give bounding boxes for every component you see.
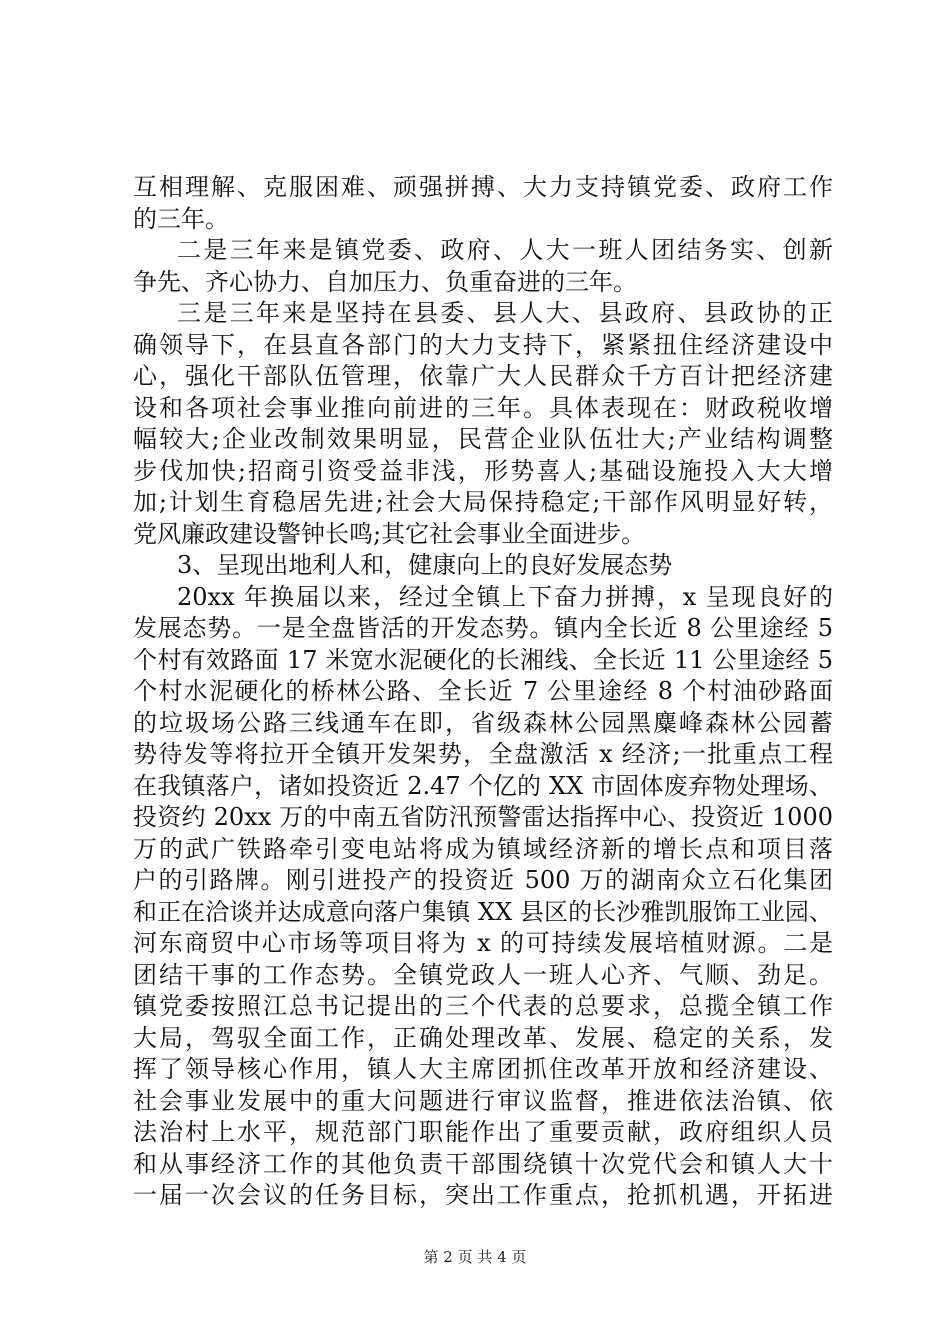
text-line: 法治村上水平，规范部门职能作出了重要贡献，政府组织人员 <box>133 1118 833 1146</box>
text-line: 万的武广铁路牵引变电站将成为镇域经济新的增长点和项目落 <box>133 834 833 863</box>
text-line: 团结干事的工作态势。全镇党政人一班人心齐、气顺、劲足。 <box>133 960 833 989</box>
text-line: 势待发等将拉开全镇开发架势，全盘激活 x 经济;一批重点工程 <box>133 740 833 768</box>
text-line: 大局，驾驭全面工作，正确处理改革、发展、稳定的关系，发 <box>133 1023 833 1052</box>
paragraph-first-line: 二是三年来是镇党委、政府、人大一班人团结务实、创新 <box>177 236 833 264</box>
text-line: 加;计划生育稳居先进;社会大局保持稳定;干部作风明显好转， <box>133 488 833 516</box>
text-line: 和从事经济工作的其他负责干部围绕镇十次党代会和镇人大十 <box>133 1149 833 1178</box>
text-line: 争先、齐心协力、自加压力、负重奋进的三年。 <box>133 267 637 296</box>
text-line: 一届一次会议的任务目标，突出工作重点，抢抓机遇，开拓进 <box>133 1181 833 1209</box>
text-line: 和正在洽谈并达成意向落户集镇 XX 县区的长沙雅凯服饰工业园、 <box>133 897 833 926</box>
section-heading: 3、呈现出地利人和，健康向上的良好发展态势 <box>177 551 673 579</box>
text-line: 镇党委按照江总书记提出的三个代表的总要求，总揽全镇工作 <box>133 992 833 1020</box>
page-footer: 第 2 页 共 4 页 <box>423 1248 527 1266</box>
text-line: 党风廉政建设警钟长鸣;其它社会事业全面进步。 <box>133 519 646 548</box>
text-line: 在我镇落户，诸如投资近 2.47 个亿的 XX 市固体废弃物处理场、 <box>133 771 833 800</box>
text-line: 步伐加快;招商引资受益非浅，形势喜人;基础设施投入大大增 <box>133 456 833 485</box>
text-line: 设和各项社会事业推向前进的三年。具体表现在：财政税收增 <box>133 393 833 422</box>
text-line: 幅较大;企业改制效果明显，民营企业队伍壮大;产业结构调整 <box>133 425 833 453</box>
paragraph-first-line: 三是三年来是坚持在县委、县人大、县政府、县政协的正 <box>177 299 833 327</box>
text-line: 互相理解、克服困难、顽强拼搏、大力支持镇党委、政府工作 <box>133 173 833 201</box>
text-line: 的三年。 <box>133 204 229 233</box>
text-line: 个村水泥硬化的桥林公路、全长近 7 公里途经 8 个村油砂路面 <box>133 677 833 705</box>
text-line: 确领导下，在县直各部门的大力支持下，紧紧扭住经济建设中 <box>133 330 833 359</box>
text-line: 个村有效路面 17 米宽水泥硬化的长湘线、全长近 11 公里途经 5 <box>133 645 833 674</box>
text-line: 社会事业发展中的重大问题进行审议监督，推进依法治镇、依 <box>133 1086 833 1115</box>
text-line: 发展态势。一是全盘皆活的开发态势。镇内全长近 8 公里途经 5 <box>133 614 833 642</box>
text-line: 挥了领导核心作用，镇人大主席团抓住改革开放和经济建设、 <box>133 1055 833 1083</box>
document-body <box>133 172 833 1212</box>
paragraph-first-line: 20xx 年换届以来，经过全镇上下奋力拼搏，x 呈现良好的 <box>177 582 833 611</box>
text-line: 户的引路牌。刚引进投产的投资近 500 万的湖南众立石化集团 <box>133 866 833 894</box>
text-line: 的垃圾场公路三线通车在即，省级森林公园黑麋峰森林公园蓄 <box>133 708 833 737</box>
text-line: 心，强化干部队伍管理，依靠广大人民群众千方百计把经济建 <box>133 362 833 390</box>
text-line: 投资约 20xx 万的中南五省防汛预警雷达指挥中心、投资近 1000 <box>133 803 833 831</box>
text-line: 河东商贸中心市场等项目将为 x 的可持续发展培植财源。二是 <box>133 929 833 957</box>
